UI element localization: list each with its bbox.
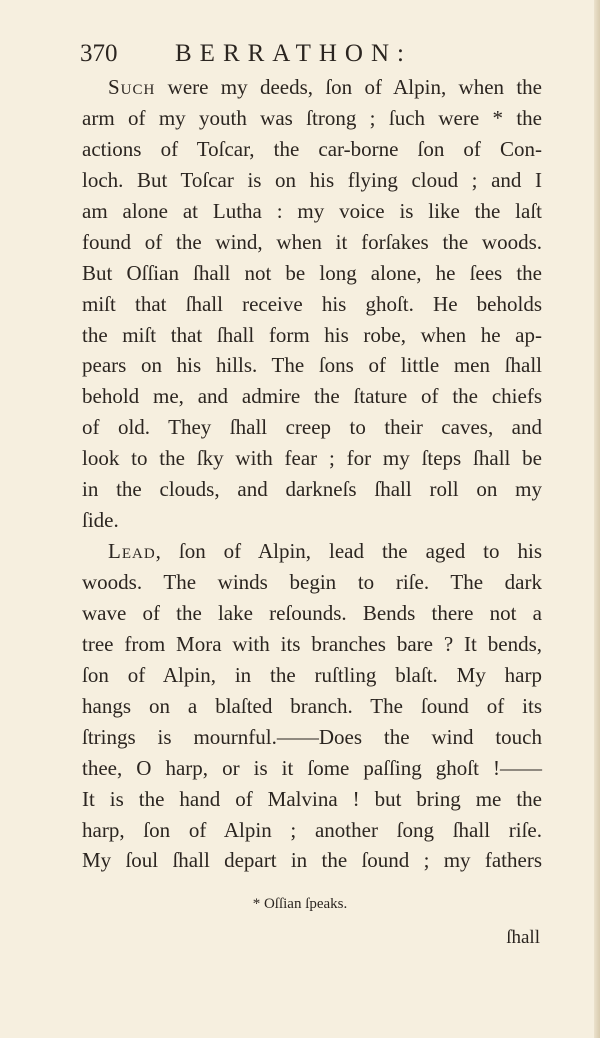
page-header [80, 38, 540, 70]
page-edge [594, 0, 600, 1038]
text-line: miſt that ſhall receive his ghoſt. He beholds [82, 291, 542, 316]
text-line: My ſoul ſhall depart in the ſound ; my fathers [82, 848, 542, 873]
text-line: Lead, ſon of Alpin, lead the aged to his [108, 539, 542, 564]
text-line: in the clouds, and darkneſs ſhall roll on my [82, 477, 542, 502]
footnote: * Oſſian ſpeaks. [252, 896, 348, 912]
text-line: But Oſſian ſhall not be long alone, he ſees the [82, 260, 542, 285]
catchword: ſhall [506, 927, 540, 948]
text-line: wave of the lake reſounds. Bends there not a [82, 600, 542, 625]
text-line: hangs on a blaſted branch. The ſound of its [82, 693, 542, 718]
text-line: tree from Mora with its branches bare ? It bends, [82, 631, 542, 656]
text-line: Such were my deeds, ſon of Alpin, when the [108, 75, 542, 99]
text-line: actions of Toſcar, the car-borne ſon of Con- [82, 136, 542, 161]
text-line: loch. But Toſcar is on his flying cloud ; and I [82, 167, 542, 192]
text-line: arm of my youth was ſtrong ; ſuch were * the [82, 105, 542, 130]
text-line: look to the ſky with fear ; for my ſteps ſhall be [82, 446, 542, 471]
text-line: pears on his hills. The ſons of little men ſhall [82, 353, 542, 378]
text-line: thee, O harp, or is it ſome paſſing ghoſt !—— [82, 755, 542, 780]
text-line: harp, ſon of Alpin ; another ſong ſhall riſe. [82, 817, 542, 842]
paragraph-lead: Lead [108, 539, 156, 564]
text-line: ſtrings is mournful.——Does the wind touch [82, 724, 542, 749]
text-line: of old. They ſhall creep to their caves, and [82, 415, 542, 440]
text-line: am alone at Lutha : my voice is like the laſt [82, 198, 542, 223]
text-line: woods. The winds begin to riſe. The dark [82, 570, 542, 594]
text-line: ſon of Alpin, in the ruſtling blaſt. My harp [82, 662, 542, 687]
running-title: BERRATHON: [175, 40, 412, 67]
text-line: ſide. [82, 508, 119, 533]
body-text [82, 72, 542, 876]
text-line: the miſt that ſhall form his robe, when he ap- [82, 322, 542, 347]
page-number: 370 [80, 40, 118, 67]
text-line: It is the hand of Malvina ! but bring me the [82, 786, 542, 811]
paragraph-lead: Such [108, 75, 156, 99]
text-line: found of the wind, when it forſakes the woods. [82, 229, 542, 254]
text-line: behold me, and admire the ſtature of the chiefs [82, 384, 542, 409]
